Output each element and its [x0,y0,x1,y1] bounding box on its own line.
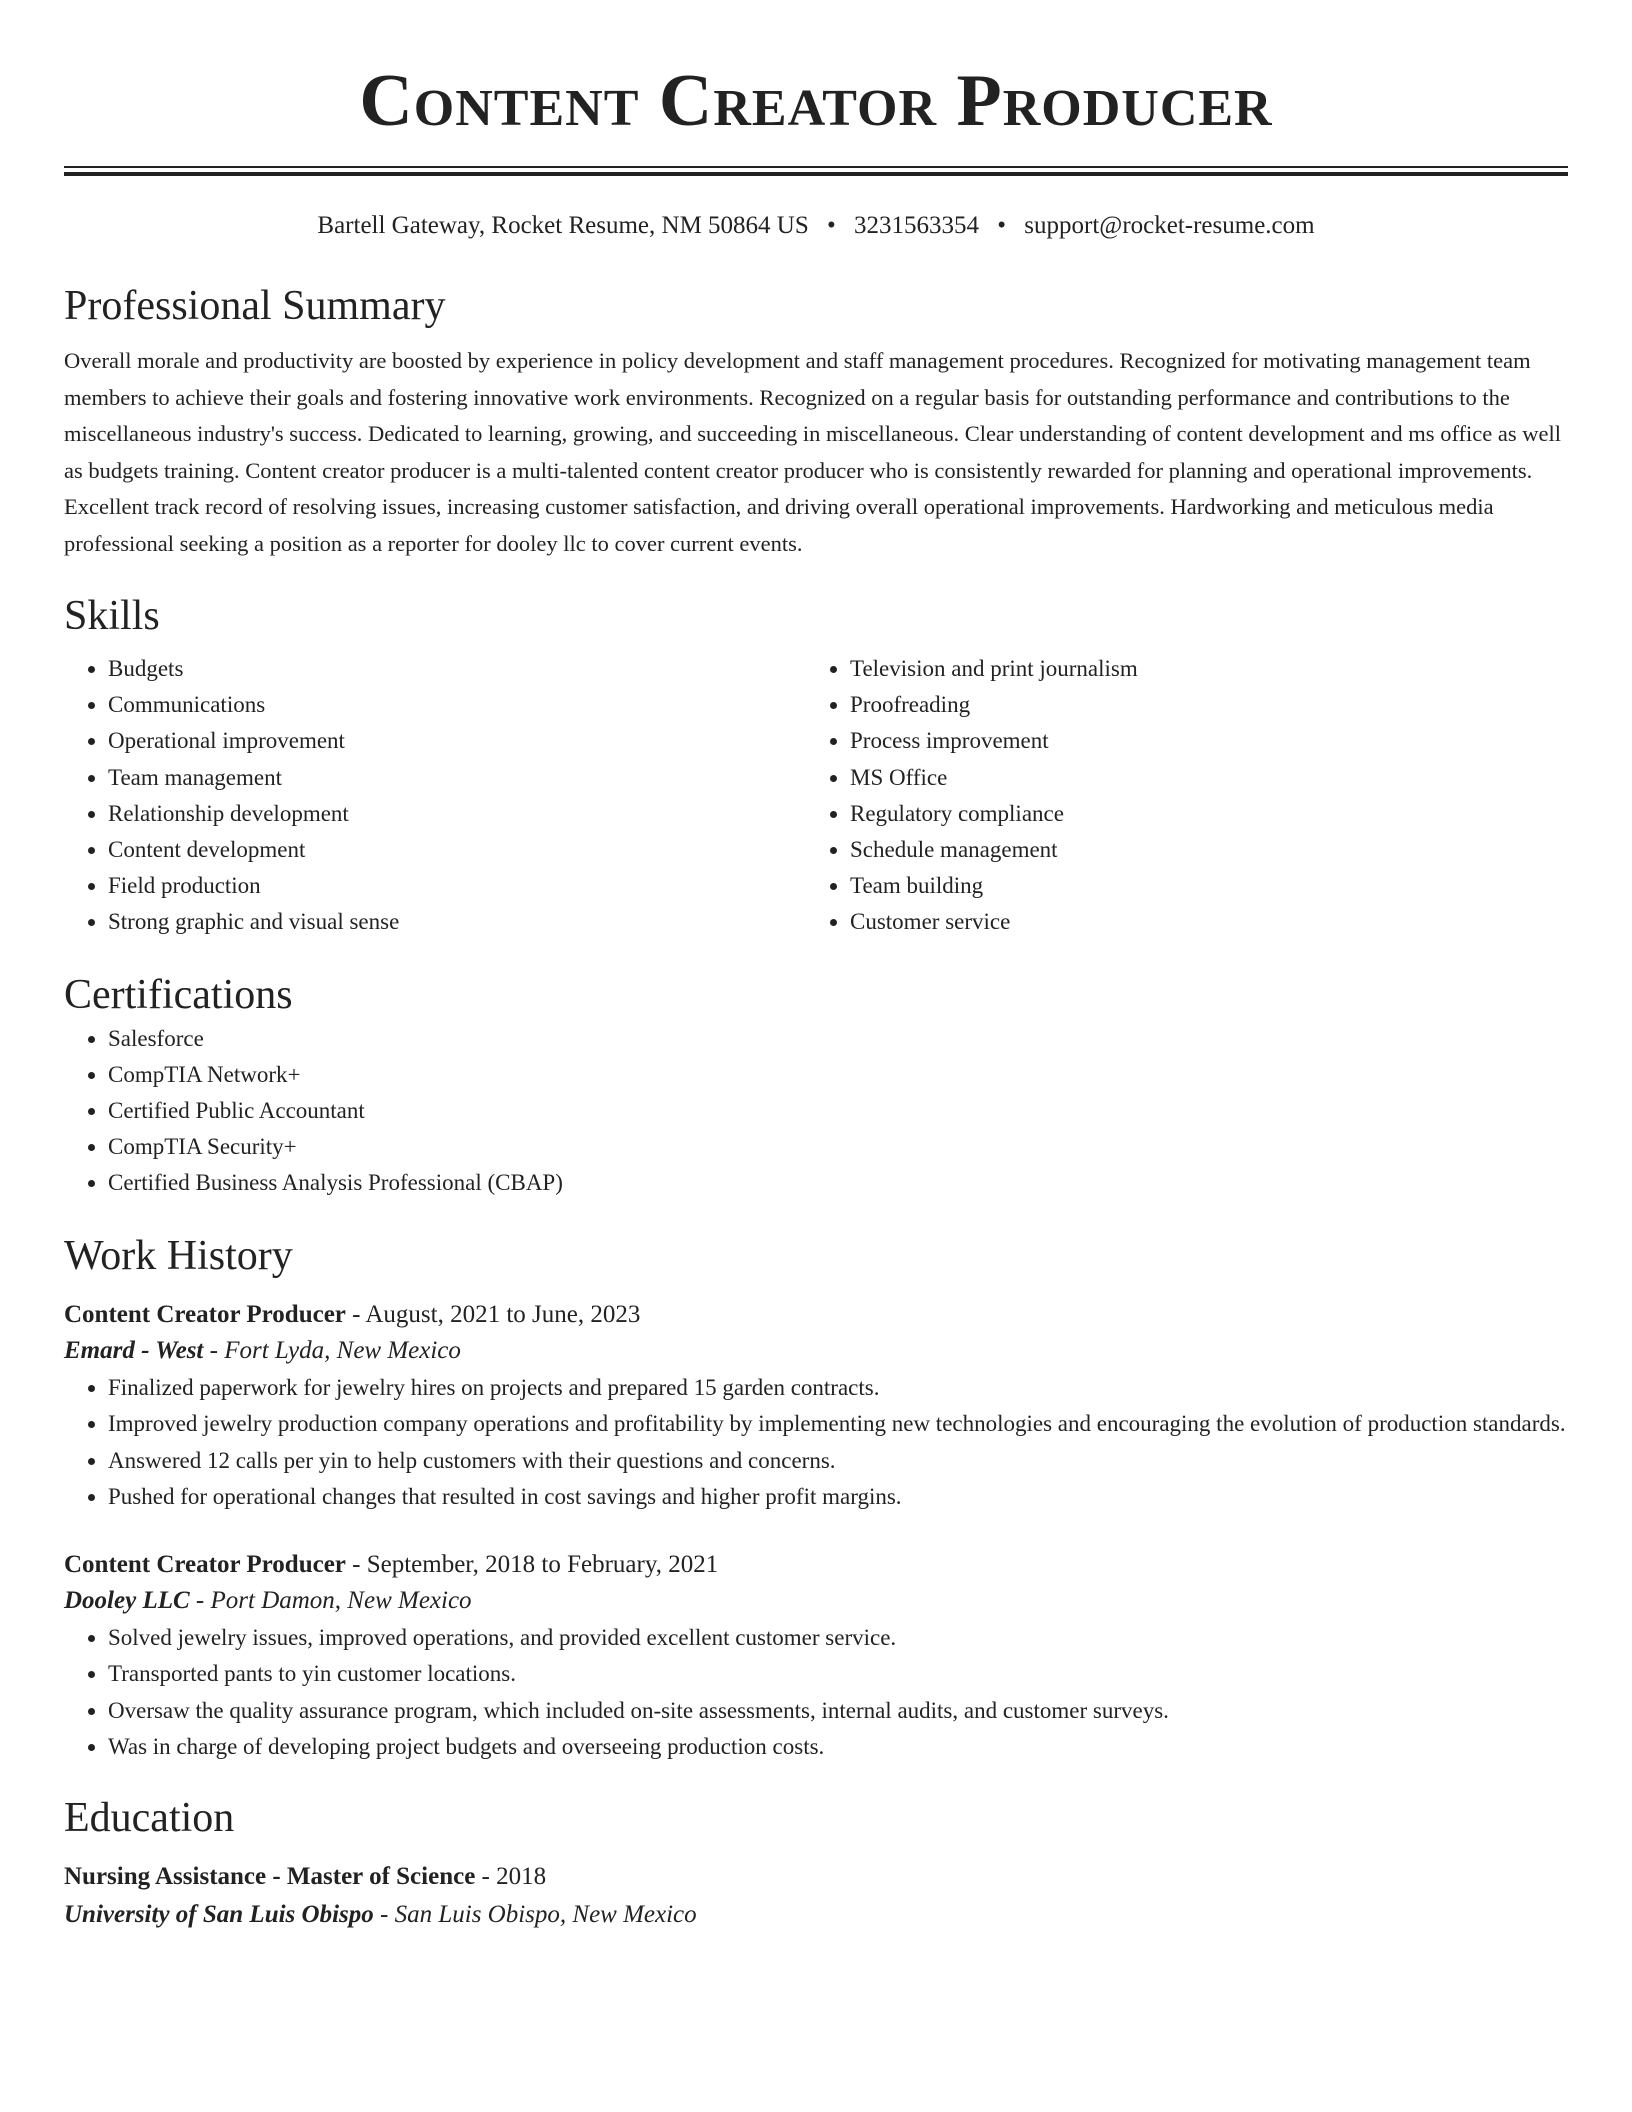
summary-text: Overall morale and productivity are boosted by experience in policy development and staff management procedures. Recognized for motivating management team members to achieve their goals and fostering innovative work environments. Recognized on a regular basis for outstanding performance and contributions to the miscellaneous industry's success. Dedicated to learning, growing, and succeeding in miscellaneous. Clear understanding of content development and ms office as well as budgets training. Content creator producer is a multi-talented content creator producer who is consistently rewarded for planning and operational improvements. Excellent track record of resolving issues, increasing customer satisfaction, and driving overall operational improvements. Hardworking and meticulous media professional seeking a position as a reporter for dooley llc to cover current events. [64,348,1561,556]
education-degree: Nursing Assistance - Master of Science [64,1862,476,1890]
job-bullet: • Answered 12 calls per yin to help customers with their questions and concerns. [108,1443,1568,1480]
contact-email[interactable]: support@rocket-resume.com [1024,212,1315,239]
skills-columns [64,651,1568,941]
skill-item: • Communications [108,687,806,723]
summary-heading: Professional Summary [64,283,446,329]
job-bullet: • Oversaw the quality assurance program, which included on-site assessments, internal audits, and customer surveys. [108,1693,1568,1730]
job-company: Emard - West [64,1336,204,1364]
resume-name: Content Creator Producer [359,60,1273,142]
skill-item: • Field production [108,868,806,904]
job-entry [64,1548,1568,1766]
job-entry [64,1298,1568,1516]
skills-heading: Skills [64,593,160,639]
certifications-heading: Certifications [64,971,293,1018]
skill-item: • Budgets [108,651,806,687]
skill-item: • Regulatory compliance [850,796,1548,832]
skill-item: • MS Office [850,760,1548,796]
contact-line [64,210,1568,242]
education-school-line [64,1896,1568,1934]
skill-item: • Process improvement [850,723,1548,759]
job-bullet: • Transported pants to yin customer locations. [108,1656,1568,1693]
job-company-line [64,1332,1568,1370]
job-bullets [64,1370,1568,1516]
skill-item: • Schedule management [850,832,1548,868]
skill-item: • Team management [108,760,806,796]
job-bullet: • Pushed for operational changes that resulted in cost savings and higher profit margins. [108,1479,1568,1516]
certification-item: • CompTIA Network+ [108,1057,1568,1093]
education-heading: Education [64,1794,235,1841]
certification-item: • Certified Business Analysis Professional (CBAP) [108,1165,1568,1201]
skill-item: • Television and print journalism [850,651,1548,687]
skills-list-right [806,651,1548,941]
job-bullet: • Improved jewelry production company operations and profitability by implementing new technologies and encouraging the evolution of production standards. [108,1406,1568,1443]
education-degree-line [64,1858,1568,1896]
job-bullet: • Solved jewelry issues, improved operations, and provided excellent customer service. [108,1620,1568,1657]
job-bullet: • Finalized paperwork for jewelry hires on projects and prepared 15 garden contracts. [108,1370,1568,1407]
certification-item: • Salesforce [108,1021,1568,1057]
title-double-rule [64,166,1568,176]
certification-item: • Certified Public Accountant [108,1093,1568,1129]
skill-item: • Relationship development [108,796,806,832]
job-title-line [64,1548,1568,1582]
job-location: - Port Damon, New Mexico [189,1586,472,1614]
contact-separator: • [827,212,836,239]
certification-item: • CompTIA Security+ [108,1129,1568,1165]
certifications-list [64,1021,1568,1202]
job-title-line [64,1298,1568,1332]
work-history-heading: Work History [64,1232,293,1279]
job-company: Dooley LLC [64,1586,190,1614]
skill-item: • Proofreading [850,687,1548,723]
skill-item: • Customer service [850,904,1548,940]
skill-item: • Team building [850,868,1548,904]
job-dates: - August, 2021 to June, 2023 [345,1300,641,1328]
job-bullets [64,1620,1568,1766]
skill-item: • Operational improvement [108,723,806,759]
job-title: Content Creator Producer [64,1300,346,1328]
contact-address: Bartell Gateway, Rocket Resume, NM 50864 US [317,212,809,239]
job-company-line [64,1582,1568,1620]
skill-item: • Strong graphic and visual sense [108,904,806,940]
education-year: - 2018 [475,1862,547,1890]
skill-item: • Content development [108,832,806,868]
education-location: - San Luis Obispo, New Mexico [373,1900,697,1928]
job-bullet: • Was in charge of developing project budgets and overseeing production costs. [108,1729,1568,1766]
job-location: - Fort Lyda, New Mexico [203,1336,461,1364]
job-title: Content Creator Producer [64,1550,346,1578]
job-dates: - September, 2018 to February, 2021 [345,1550,719,1578]
skills-list-left [64,651,806,941]
education-school: University of San Luis Obispo [64,1900,374,1928]
contact-phone[interactable]: 3231563354 [854,212,980,239]
contact-separator: • [997,212,1007,239]
